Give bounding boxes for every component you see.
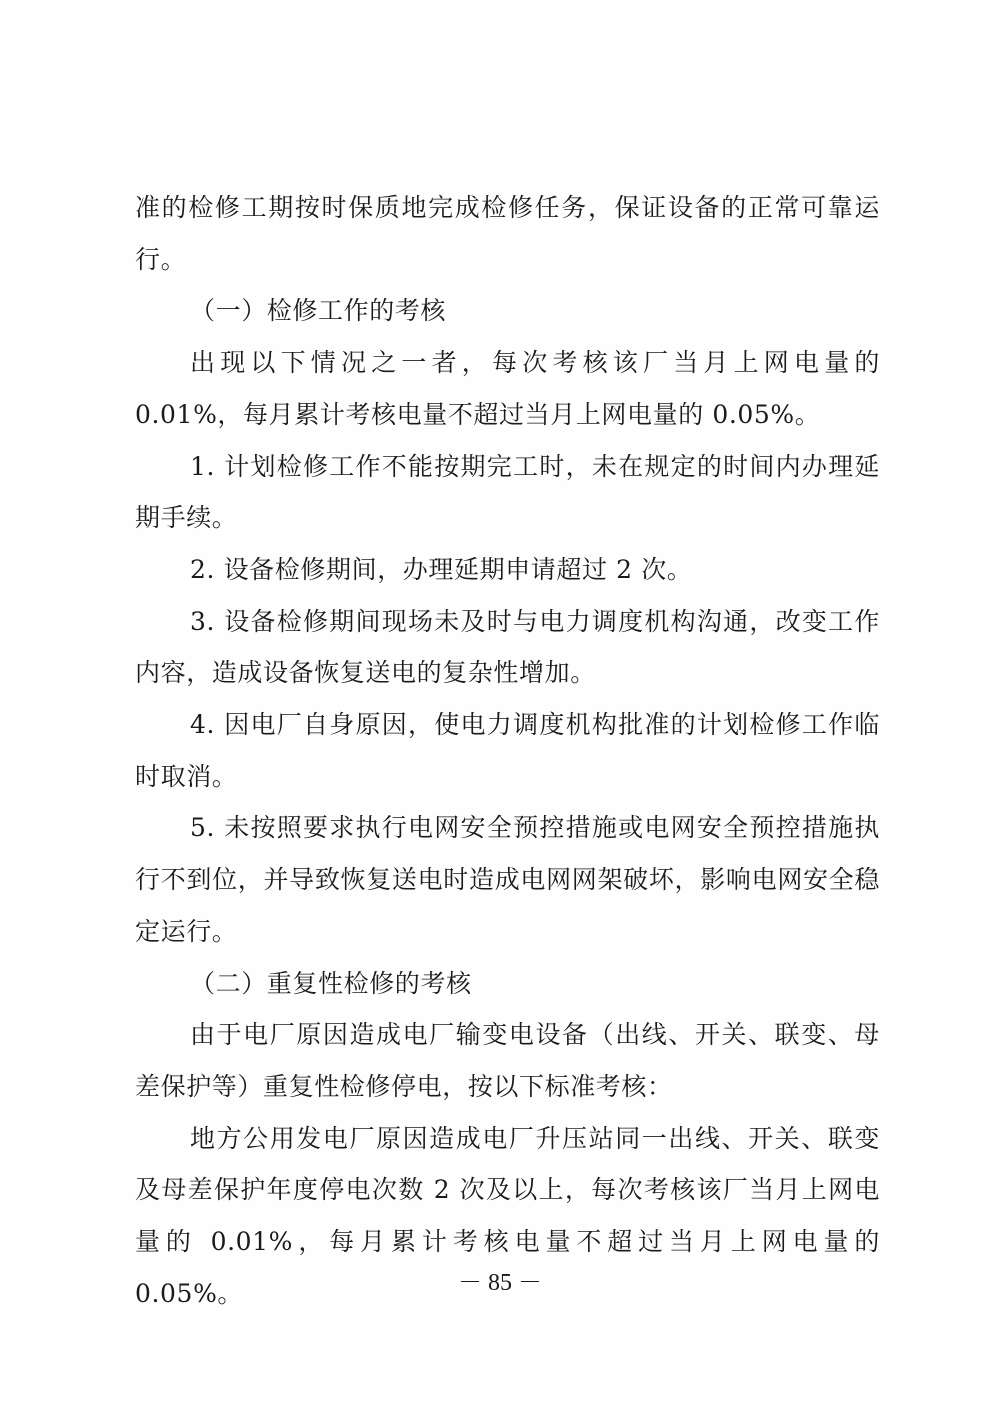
page-number: － 85 － xyxy=(458,1270,542,1296)
list-item-4: 4. 因电厂自身原因，使电力调度机构批准的计划检修工作临时取消。 xyxy=(135,710,880,791)
list-item-3: 3. 设备检修期间现场未及时与电力调度机构沟通，改变工作内容，造成设备恢复送电的复杂性增加。 xyxy=(135,606,880,688)
document-body xyxy=(135,182,880,1319)
section-heading-repeat-maintenance: （二）重复性检修的考核 xyxy=(190,968,472,998)
list-item-5: 5. 未按照要求执行电网安全预控措施或电网安全预控措施执行不到位，并导致恢复送电时造成电网网架破坏，影响电网安全稳定运行。 xyxy=(135,813,880,946)
paragraph-continuation: 准的检修工期按时保质地完成检修任务，保证设备的正常可靠运行。 xyxy=(135,193,880,274)
paragraph-assessment-rule: 出现以下情况之一者，每次考核该厂当月上网电量的 0.01%，每月累计考核电量不超过当月上网电量的 0.05%。 xyxy=(135,348,880,429)
list-item-1: 1. 计划检修工作不能按期完工时，未在规定的时间内办理延期手续。 xyxy=(135,451,880,533)
paragraph-repeat-rule: 地方公用发电厂原因造成电厂升压站同一出线、开关、联变及母差保护年度停电次数 2 次及以上，每次考核该厂当月上网电量的 0.01%，每月累计考核电量不超过当月上网电量的 0.05%。 xyxy=(135,1123,880,1308)
list-item-2: 2. 设备检修期间，办理延期申请超过 2 次。 xyxy=(190,554,693,584)
section-heading-maintenance-assessment: （一）检修工作的考核 xyxy=(190,296,447,326)
paragraph-repeat-intro: 由于电厂原因造成电厂输变电设备（出线、开关、联变、母差保护等）重复性检修停电，按以下标准考核： xyxy=(135,1020,880,1101)
